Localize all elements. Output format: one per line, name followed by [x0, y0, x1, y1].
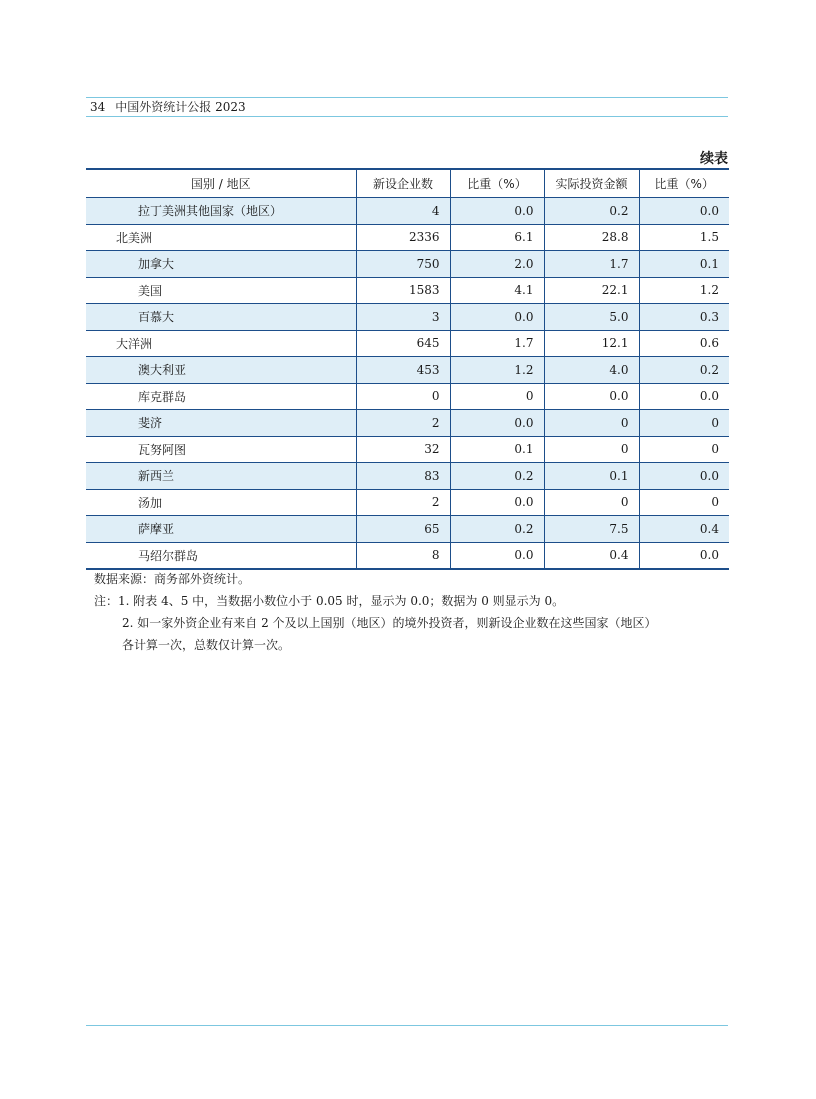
- share-amount: 0.0: [639, 198, 729, 225]
- region-name: 库克群岛: [86, 383, 356, 410]
- new-enterprises: 3: [356, 304, 450, 331]
- region-name: 汤加: [86, 489, 356, 516]
- table-row: [86, 489, 729, 516]
- actual-amount: 22.1: [544, 277, 639, 304]
- continued-label: 续表: [700, 151, 728, 167]
- actual-amount: 0: [544, 489, 639, 516]
- page-number: 34: [90, 100, 106, 114]
- table-row: [86, 357, 729, 384]
- note-2-line-1: 2. 如一家外资企业有来自 2 个及以上国别（地区）的境外投资者，则新设企业数在这些国家（地区）: [122, 616, 657, 630]
- actual-amount: 0.4: [544, 542, 639, 569]
- new-enterprises: 1583: [356, 277, 450, 304]
- data-source-note: 数据来源：商务部外资统计。: [94, 572, 251, 586]
- region-name: 百慕大: [86, 304, 356, 331]
- share-amount: 0.0: [639, 383, 729, 410]
- table-row: [86, 330, 729, 357]
- new-enterprises: 8: [356, 542, 450, 569]
- share-amount: 1.5: [639, 224, 729, 251]
- share-new: 2.0: [450, 251, 544, 278]
- actual-amount: 5.0: [544, 304, 639, 331]
- table-row: [86, 304, 729, 331]
- new-enterprises: 2: [356, 410, 450, 437]
- share-new: 0: [450, 383, 544, 410]
- share-amount: 0.0: [639, 542, 729, 569]
- share-new: 0.0: [450, 489, 544, 516]
- region-name: 萨摩亚: [86, 516, 356, 543]
- share-amount: 0.3: [639, 304, 729, 331]
- table-row: [86, 277, 729, 304]
- share-new: 0.2: [450, 516, 544, 543]
- table-row: [86, 542, 729, 569]
- share-amount: 0: [639, 410, 729, 437]
- region-name: 瓦努阿图: [86, 436, 356, 463]
- table-row: [86, 516, 729, 543]
- new-enterprises: 65: [356, 516, 450, 543]
- share-new: 6.1: [450, 224, 544, 251]
- share-amount: 0.1: [639, 251, 729, 278]
- table-notes: [94, 568, 734, 656]
- share-amount: 0: [639, 436, 729, 463]
- new-enterprises: 645: [356, 330, 450, 357]
- share-new: 1.2: [450, 357, 544, 384]
- actual-amount: 0.2: [544, 198, 639, 225]
- actual-amount: 0: [544, 436, 639, 463]
- table-row: [86, 224, 729, 251]
- table-row: [86, 198, 729, 225]
- footer-rule: [86, 1025, 728, 1026]
- share-new: 0.1: [450, 436, 544, 463]
- header-bottom-rule: [86, 116, 728, 117]
- region-name: 新西兰: [86, 463, 356, 490]
- share-amount: 0.6: [639, 330, 729, 357]
- actual-amount: 0: [544, 410, 639, 437]
- new-enterprises: 32: [356, 436, 450, 463]
- share-new: 1.7: [450, 330, 544, 357]
- actual-amount: 0.0: [544, 383, 639, 410]
- region-name: 马绍尔群岛: [86, 542, 356, 569]
- share-new: 0.0: [450, 542, 544, 569]
- share-amount: 0: [639, 489, 729, 516]
- col-header-region: 国别 / 地区: [86, 169, 356, 198]
- table-header-row: [86, 169, 729, 198]
- share-new: 0.0: [450, 304, 544, 331]
- col-header-new-enterprises: 新设企业数: [356, 169, 450, 198]
- col-header-share-2: 比重（%）: [639, 169, 729, 198]
- new-enterprises: 0: [356, 383, 450, 410]
- actual-amount: 28.8: [544, 224, 639, 251]
- actual-amount: 12.1: [544, 330, 639, 357]
- region-name: 北美洲: [86, 224, 356, 251]
- new-enterprises: 453: [356, 357, 450, 384]
- share-new: 4.1: [450, 277, 544, 304]
- share-amount: 0.2: [639, 357, 729, 384]
- table-row: [86, 463, 729, 490]
- region-name: 斐济: [86, 410, 356, 437]
- note-1: 注：1. 附表 4、5 中，当数据小数位小于 0.05 时，显示为 0.0；数据为 0 则显示为 0。: [94, 594, 565, 608]
- actual-amount: 1.7: [544, 251, 639, 278]
- new-enterprises: 83: [356, 463, 450, 490]
- table-row: [86, 383, 729, 410]
- investment-table: [86, 168, 729, 570]
- new-enterprises: 2: [356, 489, 450, 516]
- table-row: [86, 251, 729, 278]
- actual-amount: 4.0: [544, 357, 639, 384]
- region-name: 大洋洲: [86, 330, 356, 357]
- region-name: 加拿大: [86, 251, 356, 278]
- share-new: 0.2: [450, 463, 544, 490]
- table-row: [86, 436, 729, 463]
- region-name: 拉丁美洲其他国家（地区）: [86, 198, 356, 225]
- actual-amount: 0.1: [544, 463, 639, 490]
- actual-amount: 7.5: [544, 516, 639, 543]
- note-2-line-2: 各计算一次，总数仅计算一次。: [122, 638, 291, 652]
- new-enterprises: 2336: [356, 224, 450, 251]
- header-top-rule: [86, 97, 728, 98]
- share-new: 0.0: [450, 410, 544, 437]
- col-header-share-1: 比重（%）: [450, 169, 544, 198]
- share-amount: 1.2: [639, 277, 729, 304]
- publication-title: 中国外资统计公报 2023: [115, 100, 246, 114]
- share-amount: 0.4: [639, 516, 729, 543]
- share-amount: 0.0: [639, 463, 729, 490]
- share-new: 0.0: [450, 198, 544, 225]
- table-row: [86, 410, 729, 437]
- region-name: 澳大利亚: [86, 357, 356, 384]
- new-enterprises: 750: [356, 251, 450, 278]
- new-enterprises: 4: [356, 198, 450, 225]
- region-name: 美国: [86, 277, 356, 304]
- page-header: [90, 99, 246, 115]
- col-header-actual-investment: 实际投资金额: [544, 169, 639, 198]
